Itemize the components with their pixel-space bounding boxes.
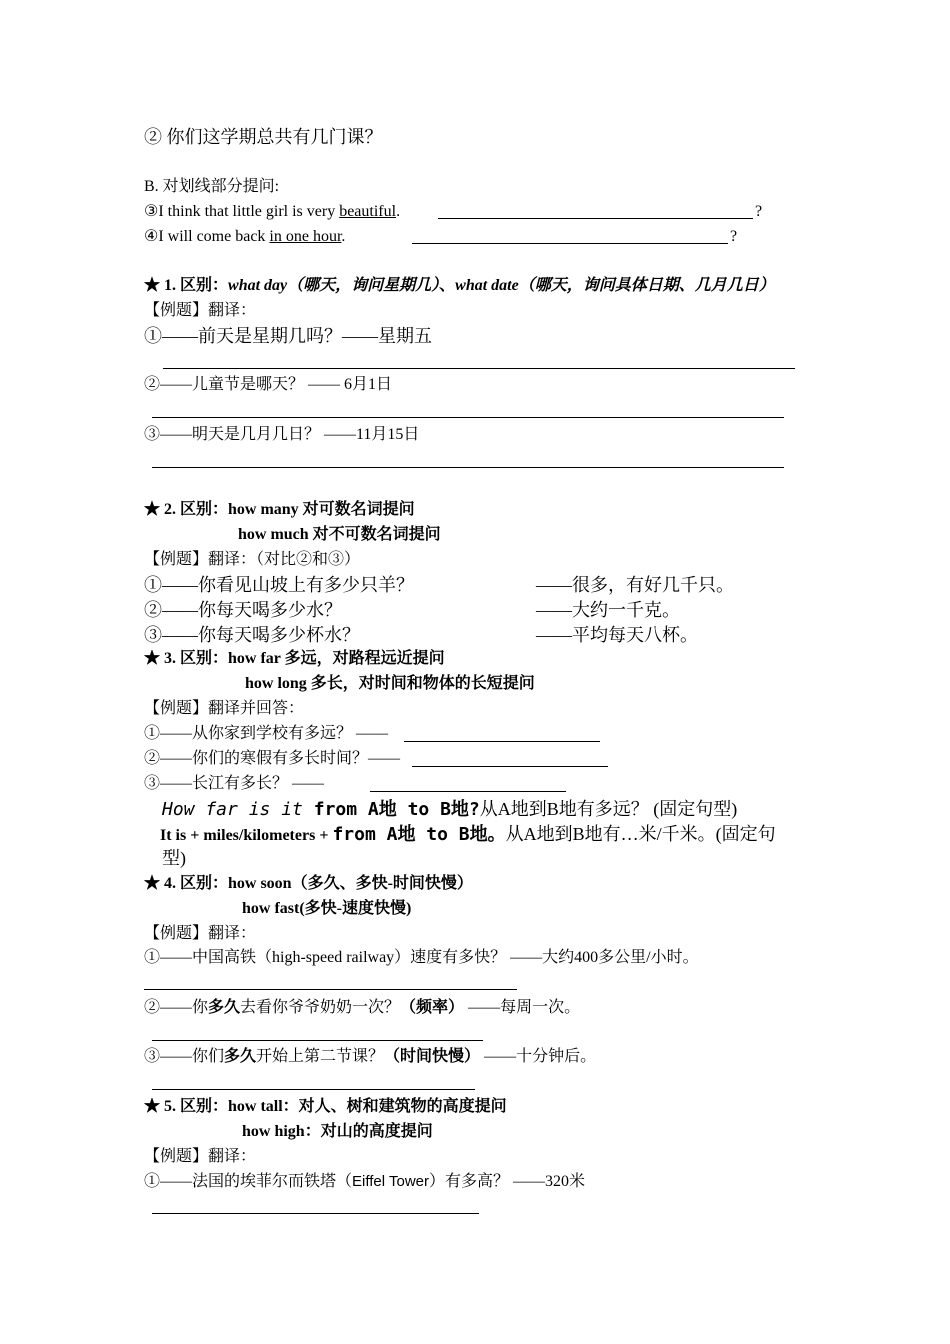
section-5-subheading: how high：对山的高度提问 xyxy=(242,1123,433,1140)
answer-line-3[interactable] xyxy=(438,218,753,219)
s4-q2-d: （频率） xyxy=(400,999,465,1016)
s5-q1-a: ①——法国的埃菲尔而铁塔（ xyxy=(144,1173,353,1190)
s4-q3-b: 多久 xyxy=(224,1048,257,1065)
section-1-q1: ①——前天是星期几吗？——星期五 xyxy=(144,326,432,346)
s4-q2-a: ②——你 xyxy=(144,999,209,1016)
section-2-subheading: how much 对不可数名词提问 xyxy=(238,526,441,543)
question-3-period: . xyxy=(396,203,401,220)
s5-q1-c: ）有多高？ ——320米 xyxy=(429,1173,586,1190)
section-1-what-day: what day（哪天，询问星期几） xyxy=(228,277,440,294)
section-1-q3: ③——明天是几月几日？ ——11月15日 xyxy=(144,426,420,443)
s3-answer-line-1[interactable] xyxy=(404,741,600,742)
s4-q3-e: ——十分钟后。 xyxy=(480,1048,597,1065)
section-4-example-label: 【例题】翻译： xyxy=(144,925,257,942)
section-1-sep: 、 xyxy=(439,277,456,294)
pattern-it-is-wrap: 型) xyxy=(162,848,186,868)
question-3-prefix: ③I think that little girl is very xyxy=(144,203,340,220)
question-4-end: ? xyxy=(730,228,738,245)
section-4-q3 xyxy=(144,1047,596,1067)
section-2-q1: ①——你看见山坡上有多少只羊？ xyxy=(144,575,414,595)
section-1-what-date: what date（哪天，询问具体日期、几月几日） xyxy=(455,277,775,294)
question-2-text: ② 你们这学期总共有几门课？ xyxy=(144,127,383,147)
section-5-heading: ★ 5. 区别：how tall：对人、树和建筑物的高度提问 xyxy=(144,1098,507,1115)
s4-q2-b: 多久 xyxy=(208,999,241,1016)
question-3-underlined: beautiful xyxy=(339,203,397,220)
question-3-line xyxy=(144,202,400,222)
pattern-it-is-translation: 从A地到B地有…米/千米。(固定句 xyxy=(505,824,776,844)
section-4-heading: ★ 4. 区别：how soon（多久、多快-时间快慢） xyxy=(144,875,473,892)
s5-answer-line-1[interactable] xyxy=(152,1213,479,1214)
pattern-it-is-bold: It is + miles/kilometers + xyxy=(160,827,333,844)
section-3-q1: ①——从你家到学校有多远？ —— xyxy=(144,725,389,742)
section-4-q2 xyxy=(144,998,580,1018)
question-4-prefix: ④I will come back xyxy=(144,228,270,245)
section-3-example-label: 【例题】翻译并回答： xyxy=(144,700,305,717)
section-3-q2: ②——你们的寒假有多长时间？—— xyxy=(144,750,401,767)
section-1-q2: ②——儿童节是哪天？ —— 6月1日 xyxy=(144,376,393,393)
pattern-how-far-italic: How far is it xyxy=(162,799,303,820)
question-4-underlined: in one hour xyxy=(269,228,342,245)
section-2-q2: ②——你每天喝多少水？ xyxy=(144,600,342,620)
section-2-a1: ——很多，有好几千只。 xyxy=(536,575,734,595)
section-1-example-label: 【例题】翻译： xyxy=(144,302,257,319)
section-5-q1 xyxy=(144,1172,585,1192)
s5-q1-b: Eiffel Tower xyxy=(352,1173,430,1190)
section-2-heading: ★ 2. 区别：how many 对可数名词提问 xyxy=(144,501,415,518)
s1-answer-line-3[interactable] xyxy=(152,467,784,468)
s4-q3-d: （时间快慢） xyxy=(384,1048,481,1065)
section-b-title: B. 对划线部分提问: xyxy=(144,178,280,195)
pattern-it-is xyxy=(160,823,776,847)
s4-answer-line-1[interactable] xyxy=(144,989,517,990)
pattern-how-far-translation: 从A地到B地有多远？ (固定句型) xyxy=(479,799,738,819)
section-3-subheading: how long 多长，对时间和物体的长短提问 xyxy=(245,675,535,692)
s4-answer-line-2[interactable] xyxy=(152,1040,483,1041)
section-4-subheading: how fast(多快-速度快慢) xyxy=(242,900,412,917)
section-1-heading xyxy=(144,276,775,296)
s4-q2-e: ——每周一次。 xyxy=(464,999,581,1016)
section-3-q3: ③——长江有多长？ —— xyxy=(144,775,325,792)
pattern-how-far xyxy=(162,798,737,821)
question-3-end: ? xyxy=(755,203,763,220)
section-3-heading: ★ 3. 区别：how far 多远，对路程远近提问 xyxy=(144,650,445,667)
s3-answer-line-2[interactable] xyxy=(412,766,608,767)
s1-answer-line-1[interactable] xyxy=(163,368,795,369)
pattern-how-far-from: from A地 to B地? xyxy=(302,799,480,820)
s1-answer-line-2[interactable] xyxy=(152,417,784,418)
s4-q2-c: 去看你爷爷奶奶一次？ xyxy=(240,999,401,1016)
question-4-period: . xyxy=(341,228,346,245)
section-5-example-label: 【例题】翻译： xyxy=(144,1148,257,1165)
section-2-a2: ——大约一千克。 xyxy=(536,600,680,620)
section-4-q1: ①——中国高铁（high-speed railway）速度有多快？ ——大约400多公里/小时。 xyxy=(144,949,699,966)
question-4-line xyxy=(144,227,345,247)
s4-answer-line-3[interactable] xyxy=(152,1089,475,1090)
section-2-example-label: 【例题】翻译：（对比②和③） xyxy=(144,551,361,568)
s4-q3-a: ③——你们 xyxy=(144,1048,225,1065)
s3-answer-line-3[interactable] xyxy=(370,791,566,792)
section-1-star: ★ 1. 区别： xyxy=(144,277,229,294)
answer-line-4[interactable] xyxy=(412,243,728,244)
section-2-q3: ③——你每天喝多少杯水？ xyxy=(144,625,360,645)
s4-q3-c: 开始上第二节课？ xyxy=(256,1048,385,1065)
pattern-it-is-from: from A地 to B地。 xyxy=(332,824,506,845)
section-2-a3: ——平均每天八杯。 xyxy=(536,625,698,645)
